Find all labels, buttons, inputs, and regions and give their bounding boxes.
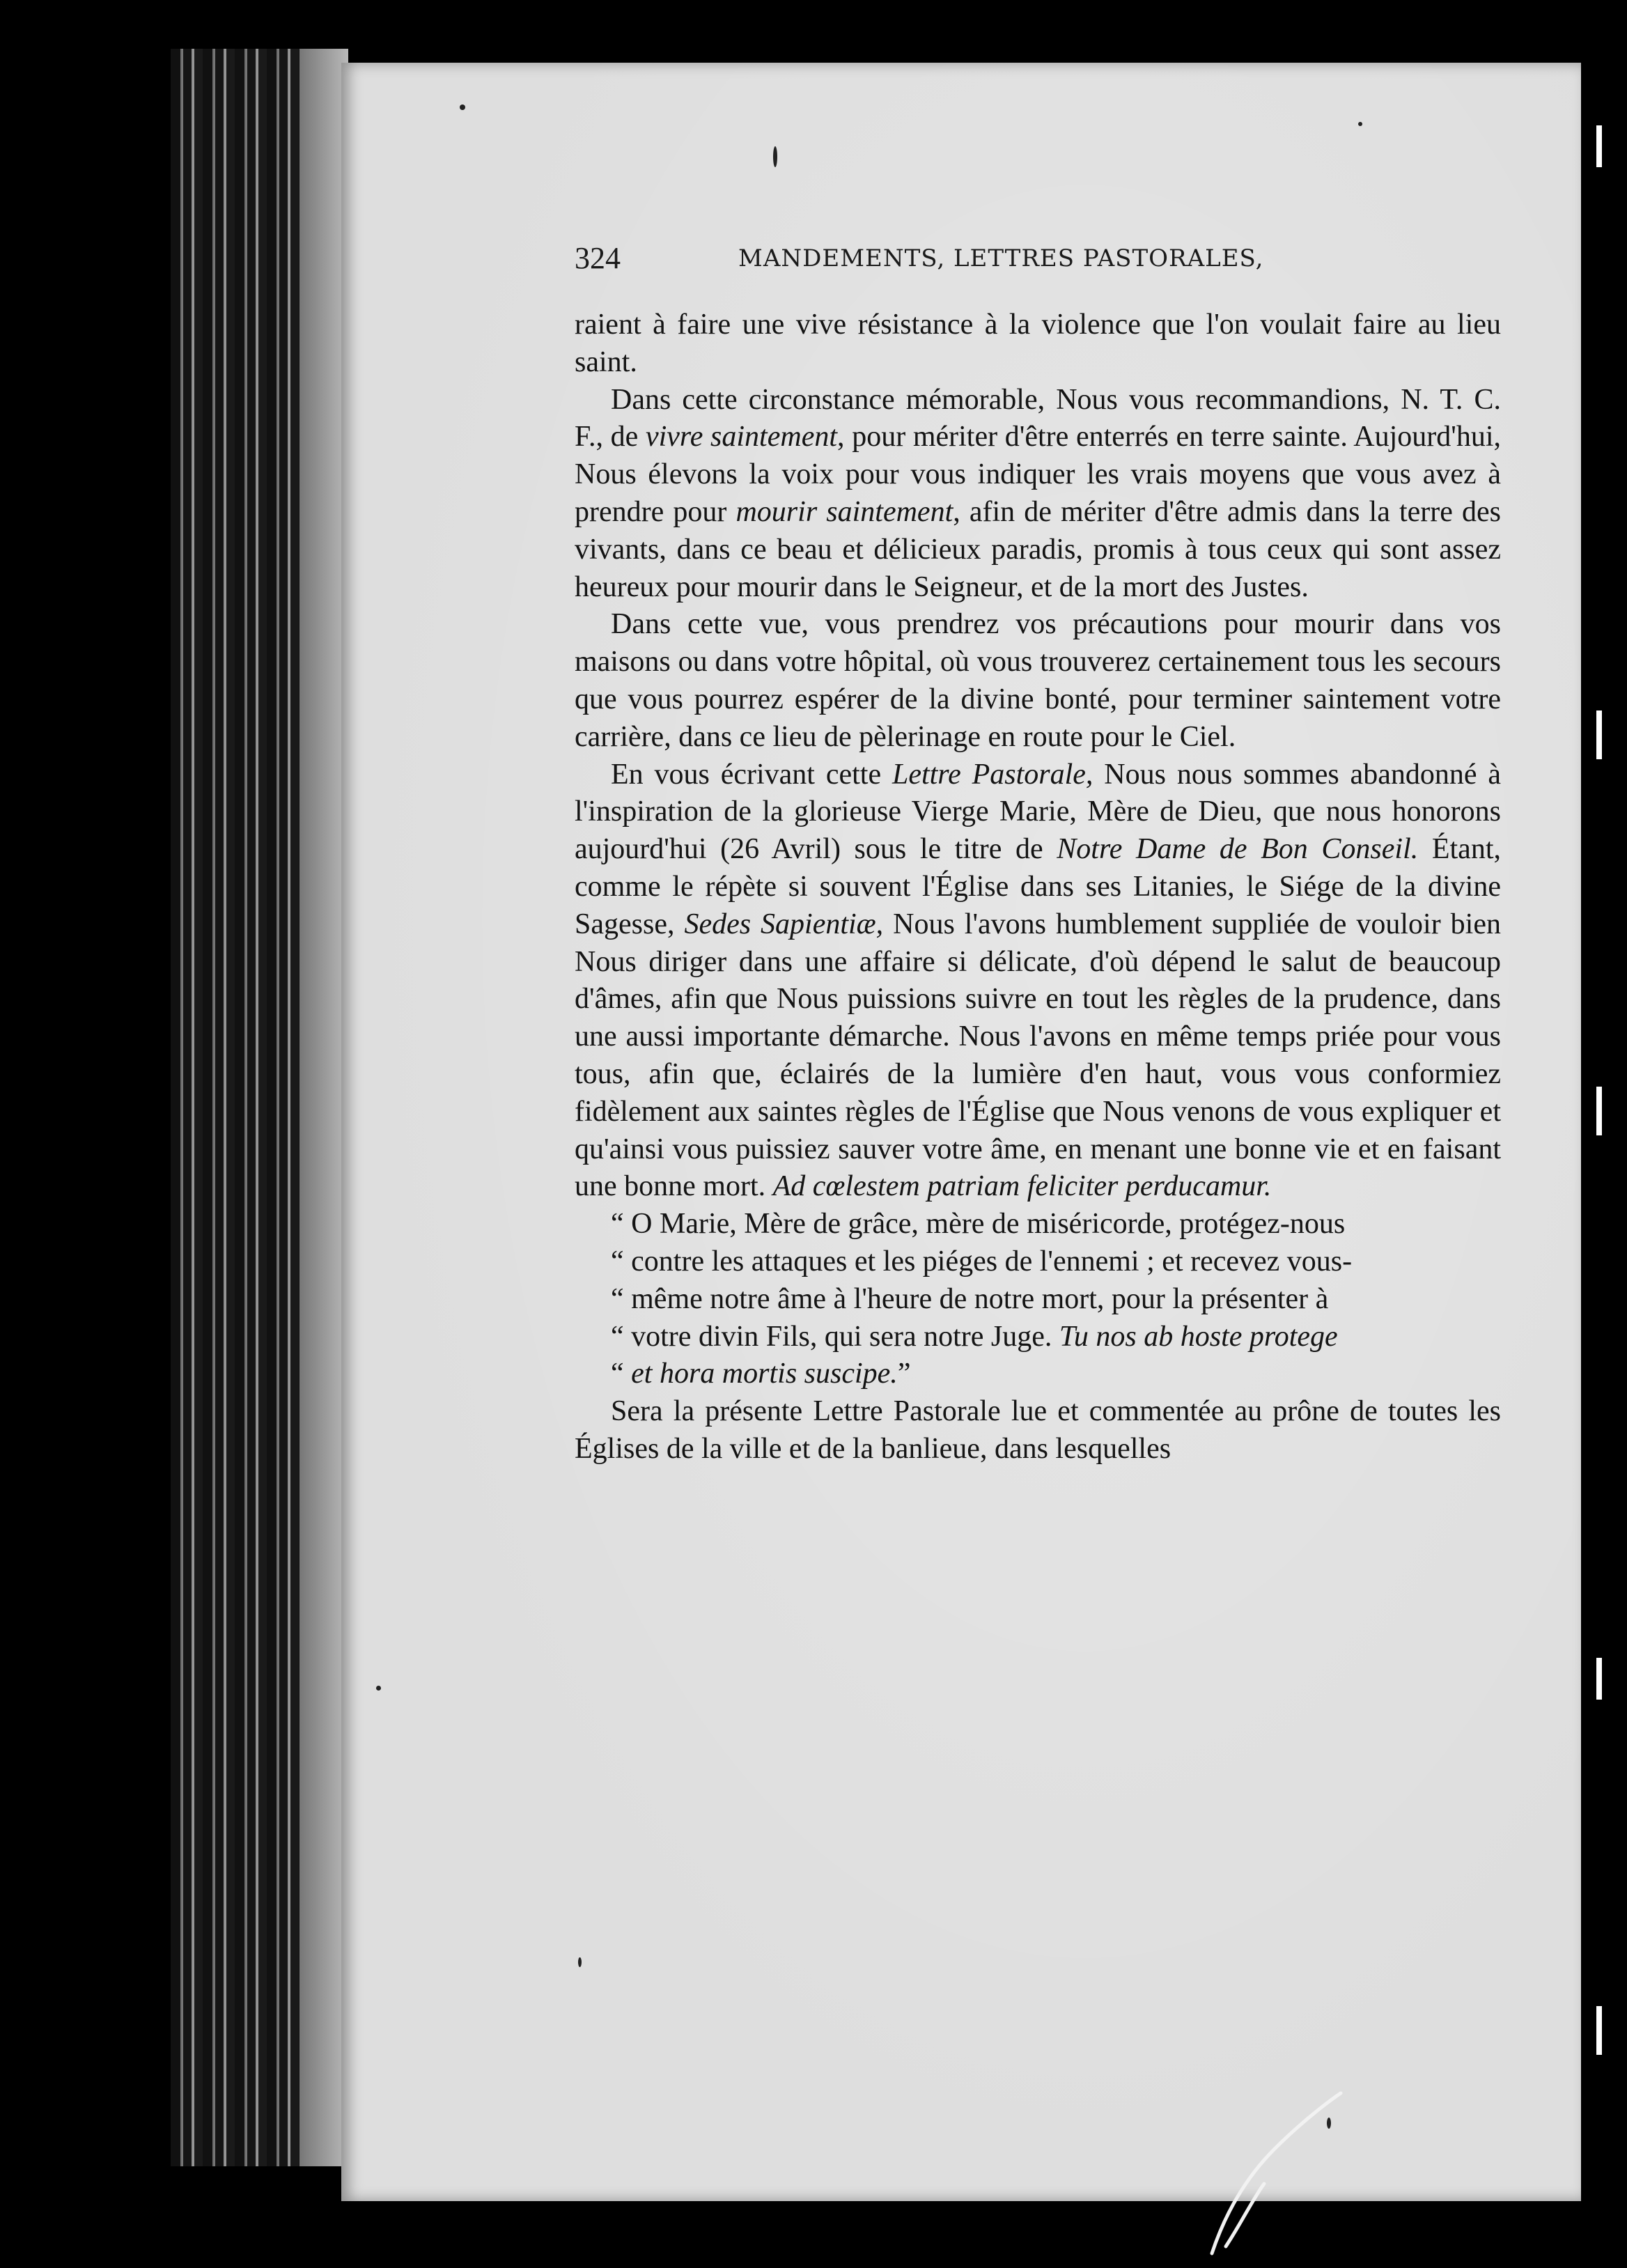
body-text	[575, 306, 1501, 1468]
prayer-quote	[575, 1206, 1501, 1393]
text-run: ”	[897, 1358, 911, 1390]
scan-speck	[1358, 122, 1362, 126]
scan-speck	[460, 104, 465, 110]
italic-run: Sedes Sapientiæ,	[684, 908, 884, 940]
italic-run: mourir saintement	[735, 495, 953, 528]
italic-run: Tu nos ab hoste protege	[1059, 1320, 1338, 1353]
text-run: , pour mériter d'être enterrés en terre sainte. Aujourd'hui, Nous élevons la voix pour vous indiquer les vrais moyens que vous avez à prendre pour	[575, 421, 1501, 528]
paragraph	[575, 756, 1501, 1206]
paragraph: raient à faire une vive résistance à la violence que l'on voulait faire au lieu saint.	[575, 309, 1501, 378]
text-run: “ votre divin Fils, qui sera notre Juge.	[611, 1320, 1059, 1353]
paragraph: Dans cette vue, vous prendrez vos précautions pour mourir dans vos maisons ou dans votre hôpital, où vous trouverez certainement tous les secours que vous pourrez espérer de la divine bonté, pour terminer saintement votre carrière, dans ce lieu de pèlerinage en route pour le Ciel.	[575, 608, 1501, 753]
text-run: Dans cette circonstance mémorable, Nous vous recommandions, N. T. C. F., de	[575, 383, 1501, 453]
scan-speck	[578, 1957, 582, 1967]
facing-page-edge	[1581, 0, 1627, 2268]
book-page-edges	[171, 49, 348, 2166]
text-run: Nous l'avons humblement suppliée de vouloir bien Nous diriger dans une affaire si délicate, d'où dépend le salut de beaucoup d'âmes, afin que Nous puissions suivre en tout les règles de la prudence, dans une aussi importante démarche. Nous l'avons en même temps priée pour vous tous, afin que, éclairés de la lumière d'en haut, vous vous conformiez fidèlement aux saintes règles de l'Église que Nous venons de vous expliquer et qu'ainsi vous puissiez sauver votre âme, en menant une bonne vie et en faisant une bonne mort.	[575, 908, 1501, 1203]
italic-run: Lettre Pastorale,	[892, 758, 1093, 791]
text-run: , afin de mériter d'être admis dans la terre des vivants, dans ce beau et délicieux paradis, promis à tous ceux qui sont assez heureux pour mourir dans le Seigneur, et de la mort des Justes.	[575, 495, 1501, 603]
text-run: En vous écrivant cette	[611, 758, 892, 791]
quote-line: “ O Marie, Mère de grâce, mère de miséricorde, protégez-nous	[611, 1208, 1346, 1241]
quote-line: “ même notre âme à l'heure de notre mort, pour la présenter à	[611, 1282, 1329, 1315]
page-number: 324	[575, 241, 621, 275]
pen-stroke	[1212, 2093, 1341, 2253]
italic-run: Notre Dame de Bon Conseil.	[1057, 833, 1419, 866]
text-run: “	[611, 1358, 632, 1390]
scan-speck	[773, 146, 777, 167]
quote-line	[575, 1319, 1501, 1356]
paragraph	[575, 382, 1501, 607]
italic-run: vivre saintement	[645, 421, 838, 453]
quote-line: “ contre les attaques et les piéges de l'ennemi ; et recevez vous-	[611, 1245, 1353, 1277]
quote-line	[575, 1356, 1501, 1393]
running-head: MANDEMENTS, LETTRES PASTORALES,	[738, 244, 1264, 272]
pen-mark	[1198, 2051, 1351, 2260]
text-run: Nous nous sommes abandonné à l'inspiration de la glorieuse Vierge Marie, Mère de Dieu, que nous honorons aujourd'hui (26 Avril) sous le titre de	[575, 758, 1501, 866]
text-run: Étant, comme le répète si souvent l'Église dans ses Litanies, le Siége de la divine Sagesse,	[575, 833, 1501, 940]
italic-run: Ad cœlestem patriam feliciter perducamur.	[772, 1170, 1272, 1203]
italic-run: et hora mortis suscipe.	[631, 1358, 898, 1390]
paragraph: Sera la présente Lettre Pastorale lue et commentée au prône de toutes les Églises de la ville et de la banlieue, dans lesquelles	[575, 1395, 1501, 1465]
scan-speck	[376, 1686, 381, 1691]
page-header	[575, 240, 1501, 289]
